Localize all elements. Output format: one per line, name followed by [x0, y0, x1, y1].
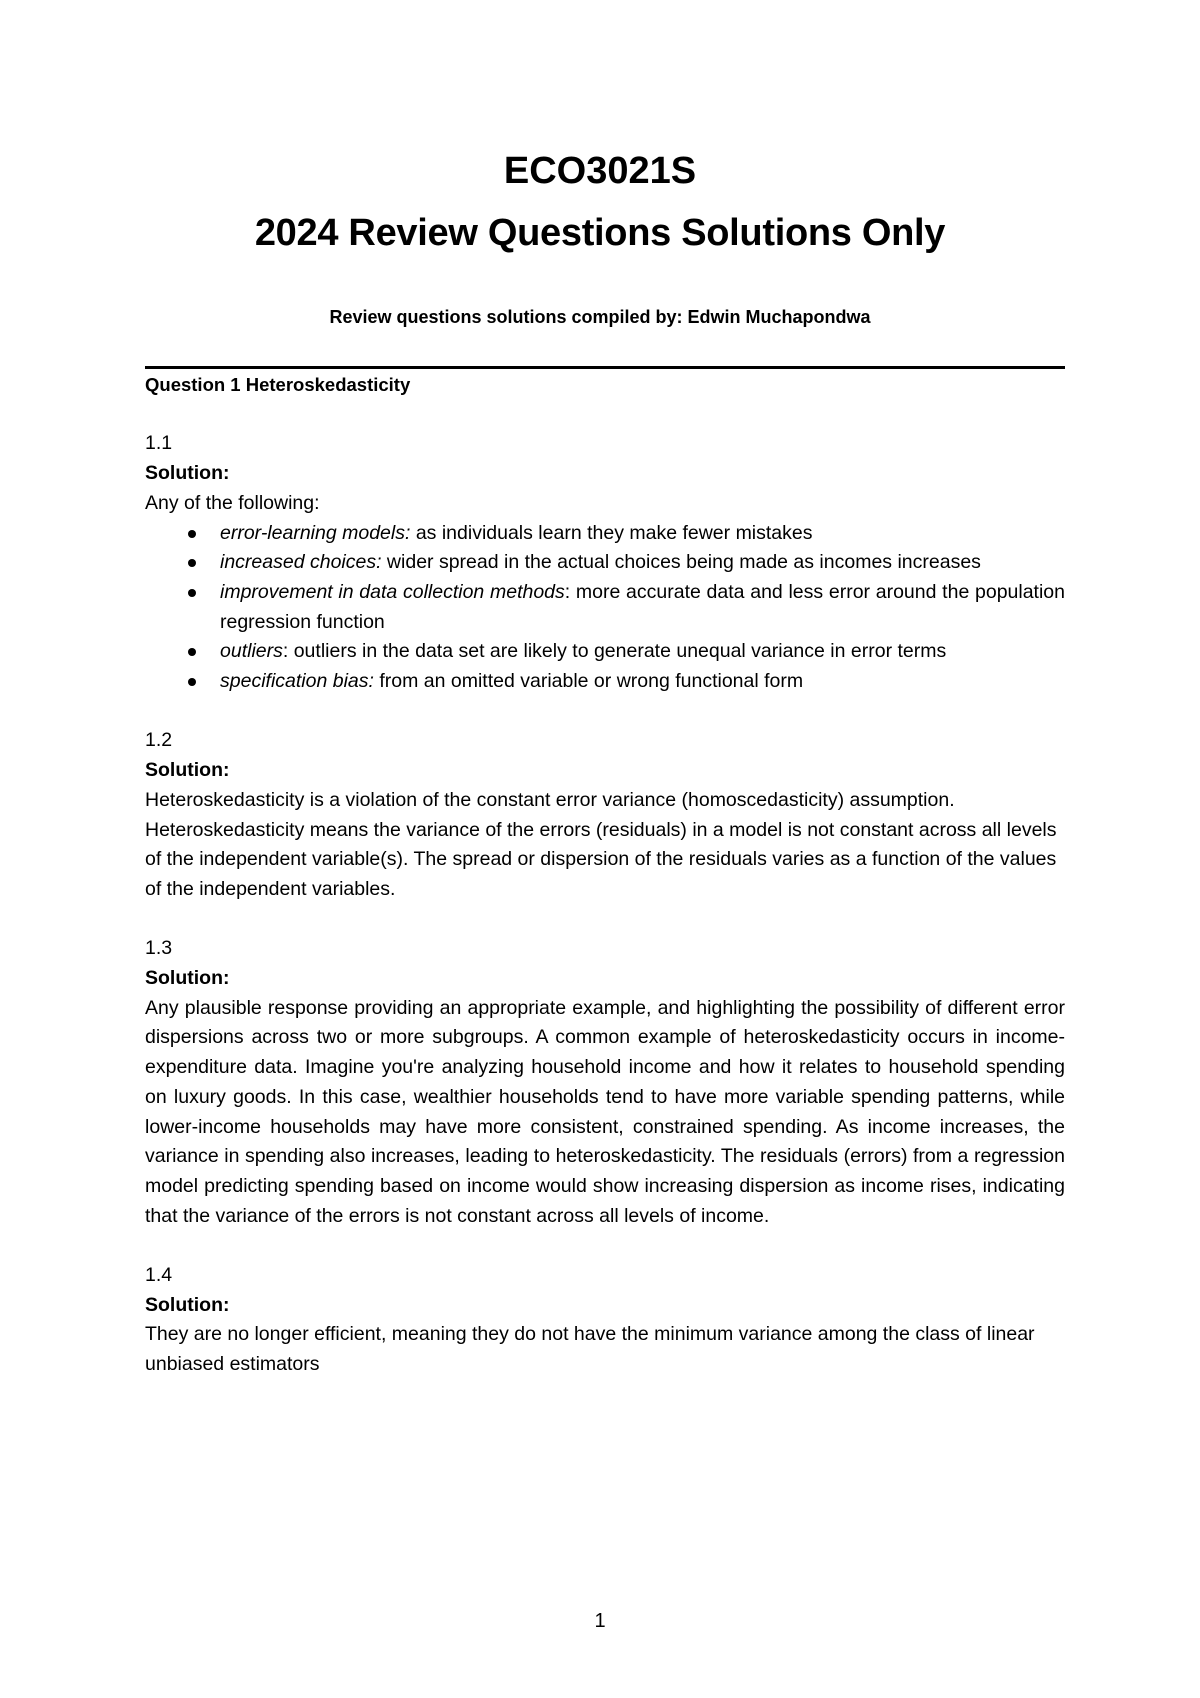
part-number: 1.3	[145, 937, 173, 960]
bullet-term: improvement in data collection methods	[220, 580, 565, 603]
part-number: 1.4	[145, 1264, 173, 1287]
list-item	[145, 578, 1065, 637]
bullet-icon	[188, 589, 196, 597]
solution-text: They are no longer efficient, meaning they do not have the minimum variance among the class of linear unbiased estimators	[145, 1323, 1035, 1376]
list-item	[145, 667, 1065, 697]
bullet-term: error-learning models:	[220, 521, 411, 544]
list-item	[145, 519, 1065, 549]
solution-label: Solution:	[145, 967, 230, 990]
solution-label: Solution:	[145, 1293, 230, 1316]
part-number: 1.1	[145, 432, 173, 455]
bullet-icon	[188, 678, 196, 686]
list-item	[145, 548, 1065, 578]
bullet-list	[145, 519, 1065, 697]
list-item	[145, 637, 1065, 667]
page-number: 1	[594, 1610, 606, 1632]
part-number: 1.2	[145, 729, 173, 752]
bullet-term: increased choices:	[220, 551, 382, 574]
question-heading: Question 1 Heteroskedasticity	[145, 374, 411, 395]
bullet-text: : outliers in the data set are likely to generate unequal variance in error terms	[282, 640, 947, 663]
bullet-icon	[188, 648, 196, 656]
bullet-icon	[188, 530, 196, 538]
document-title: 2024 Review Questions Solutions Only	[254, 212, 946, 254]
divider	[145, 366, 1065, 369]
bullet-text: as individuals learn they make fewer mistakes	[410, 521, 813, 544]
solution-label: Solution:	[145, 462, 230, 485]
bullet-term: specification bias:	[220, 670, 374, 693]
bullet-text: wider spread in the actual choices being made as incomes increases	[381, 551, 981, 574]
bullet-text: from an omitted variable or wrong functional form	[373, 670, 804, 693]
bullet-term: outliers	[220, 640, 283, 663]
solution-text: Heteroskedasticity is a violation of the constant error variance (homoscedasticity) assumption. Heteroskedasticity means the variance of the errors (residuals) in a model is not constant across all levels of the independent variable(s). The spread or dispersion of the residuals varies as a function of the values of the independent variables.	[145, 788, 1057, 900]
compiled-by: Review questions solutions compiled by: Edwin Muchapondwa	[329, 307, 871, 327]
bullet-text: : more accurate data and less error around the population regression function	[220, 580, 1065, 633]
solution-label: Solution:	[145, 759, 230, 782]
document-body	[145, 370, 1065, 1380]
solution-intro: Any of the following:	[145, 491, 320, 514]
bullet-icon	[188, 559, 196, 567]
course-code: ECO3021S	[503, 150, 697, 192]
solution-text: Any plausible response providing an appropriate example, and highlighting the possibility of different error dispersions across two or more subgroups. A common example of heteroskedasticity occurs in income-expenditure data. Imagine you're analyzing household income and how it relates to household spending on luxury goods. In this case, wealthier households tend to have more variable spending patterns, while lower-income households may have more consistent, constrained spending. As income increases, the variance in spending also increases, leading to heteroskedasticity. The residuals (errors) from a regression model predicting spending based on income would show increasing dispersion as income rises, indicating that the variance of the errors is not constant across all levels of income.	[145, 996, 1065, 1227]
